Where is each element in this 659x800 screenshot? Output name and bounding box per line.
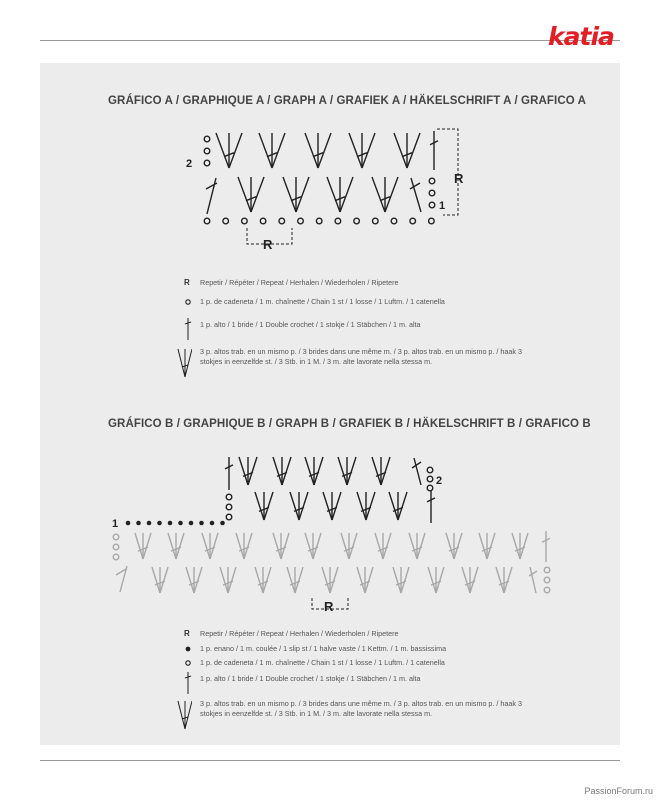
double-crochet-icon [542, 531, 550, 562]
cluster-icon [446, 533, 462, 559]
cluster-icon [273, 533, 289, 559]
chain-icon [373, 218, 379, 224]
cluster-icon [238, 177, 264, 212]
cluster-icon [357, 492, 375, 520]
legend-text: 3 p. altos trab. en un mismo p. / 3 brides dans une même m. / 3 p. altos trab. en un mismo p. / haak 3 [200, 699, 523, 708]
cluster-icon [428, 567, 444, 593]
double-crochet-icon [410, 178, 421, 212]
slip-stitch-icon [147, 521, 152, 526]
cluster-icon [283, 177, 309, 212]
legend-text: 1 p. enano / 1 m. coulée / 1 slip st / 1 halve vaste / 1 Kettm. / 1 m. bassissima [200, 644, 447, 653]
cluster-icon [184, 699, 200, 729]
cluster-icon [479, 533, 495, 559]
cluster-icon [184, 347, 200, 377]
legend-text: 3 p. altos trab. en un mismo p. / 3 brides dans une même m. / 3 p. altos trab. en un mismo p. / haak 3 [200, 347, 523, 356]
double-crochet-icon [116, 566, 127, 592]
chain-icon [335, 218, 341, 224]
cluster-icon [389, 492, 407, 520]
legend-text: Repetir / Répéter / Repeat / Herhalen / Wiederholen / Ripetere [200, 278, 399, 287]
cluster-icon [349, 133, 375, 168]
cluster-icon [216, 133, 242, 168]
slip-stitch-icon [199, 521, 204, 526]
graph-b-row1-label: 1 [112, 518, 119, 530]
cluster-icon [341, 533, 357, 559]
chain-icon [279, 218, 285, 224]
cluster-icon [236, 533, 252, 559]
cluster-icon [372, 177, 398, 212]
chain-icon [391, 218, 397, 224]
cluster-icon [135, 533, 151, 559]
chain-icon [226, 504, 232, 510]
chain-icon [184, 297, 200, 307]
graph-b-title: GRÁFICO B / GRAPHIQUE B / GRAPH B / GRAFIEK B / HÄKELSCHRIFT B / GRAFICO B [108, 418, 591, 430]
legend-text: stokjes in eenzelfde st. / 3 Stb. in 1 M. / 3 m. alte lavorate nella stessa m. [200, 709, 433, 718]
graph-a-row1-label: 1 [439, 200, 446, 212]
double-crochet-icon [184, 320, 200, 340]
legend-text: 1 p. alto / 1 bride / 1 Double crochet / 1 stokje / 1 Stäbchen / 1 m. alta [200, 674, 421, 683]
graph-b-diagram [113, 457, 550, 609]
chain-icon [429, 178, 435, 184]
repeat-symbol: R [184, 629, 190, 638]
legend-b-slip-stitch [184, 644, 564, 654]
chain-icon [260, 218, 266, 224]
cluster-icon [305, 457, 323, 485]
cluster-icon [287, 567, 303, 593]
chain-icon [429, 202, 435, 208]
chain-icon [242, 218, 248, 224]
cluster-icon [220, 567, 236, 593]
double-crochet-icon [184, 674, 200, 694]
chain-icon [427, 476, 433, 482]
double-crochet-icon [225, 457, 233, 490]
chain-icon [113, 544, 119, 550]
watermark: PassionForum.ru [584, 786, 653, 796]
cluster-icon [372, 457, 390, 485]
graph-a-bottom-repeat-label: R [263, 237, 273, 252]
double-crochet-icon [412, 458, 421, 485]
repeat-symbol: R [184, 278, 190, 287]
slip-stitch-icon [178, 521, 183, 526]
legend-text: 1 p. de cadeneta / 1 m. chaînette / Chain 1 st / 1 losse / 1 Luftm. / 1 catenella [200, 658, 445, 667]
cluster-icon [305, 133, 331, 168]
chain-icon [354, 218, 360, 224]
legend-a-double-crochet [184, 320, 564, 340]
legend-text: 1 p. de cadeneta / 1 m. chaînette / Chain 1 st / 1 losse / 1 Luftm. / 1 catenella [200, 297, 445, 306]
cluster-icon [152, 567, 168, 593]
chain-icon [298, 218, 304, 224]
slip-stitch-icon [168, 521, 173, 526]
cluster-icon [186, 567, 202, 593]
legend-a-repeat [184, 278, 564, 288]
cluster-icon [322, 567, 338, 593]
chain-icon [544, 577, 550, 583]
double-crochet-icon [529, 567, 537, 593]
graph-a-title: GRÁFICO A / GRAPHIQUE A / GRAPH A / GRAFIEK A / HÄKELSCHRIFT A / GRAFICO A [108, 95, 587, 107]
legend-a-chain [184, 297, 564, 307]
cluster-icon [394, 133, 420, 168]
slip-stitch-icon [157, 521, 162, 526]
cluster-icon [255, 492, 273, 520]
chain-icon [316, 218, 322, 224]
cluster-icon [338, 457, 356, 485]
chain-icon [113, 554, 119, 560]
double-crochet-icon [206, 178, 217, 214]
chain-icon [544, 587, 550, 593]
legend-text: stokjes in eenzelfde st. / 3 Stb. in 1 M. / 3 m. alte lavorate nella stessa m. [200, 357, 433, 366]
legend-text: Repetir / Répéter / Repeat / Herhalen / Wiederholen / Ripetere [200, 629, 399, 638]
legend-b-double-crochet [184, 674, 564, 694]
cluster-icon [323, 492, 341, 520]
cluster-icon [168, 533, 184, 559]
chain-icon [204, 218, 210, 224]
legend-b-repeat [184, 629, 564, 639]
cluster-icon [273, 457, 291, 485]
cluster-icon [462, 567, 478, 593]
legend-b-cluster [184, 699, 564, 729]
bottom-rule [40, 760, 620, 761]
cluster-icon [393, 567, 409, 593]
double-crochet-icon [427, 490, 435, 523]
chain-icon [226, 494, 232, 500]
slip-stitch-icon [210, 521, 215, 526]
chain-icon [204, 148, 210, 154]
slip-stitch-icon [184, 644, 200, 654]
chain-icon [226, 514, 232, 520]
slip-stitch-icon [136, 521, 141, 526]
graph-b-row2-label: 2 [436, 475, 443, 487]
chain-icon [204, 160, 210, 166]
chain-icon [544, 567, 550, 573]
cluster-icon [375, 533, 391, 559]
double-crochet-icon [430, 131, 438, 170]
cluster-icon [259, 133, 285, 168]
chain-icon [223, 218, 229, 224]
cluster-icon [255, 567, 271, 593]
graph-a-row2-label: 2 [186, 158, 193, 170]
chain-icon [184, 658, 200, 668]
legend-a-cluster [184, 347, 564, 377]
chain-icon [410, 218, 416, 224]
chain-icon [204, 136, 210, 142]
chain-icon [427, 467, 433, 473]
cluster-icon [305, 533, 321, 559]
chain-icon [113, 534, 119, 540]
cluster-icon [239, 457, 257, 485]
cluster-icon [202, 533, 218, 559]
graph-b-repeat-label: R [324, 599, 334, 614]
cluster-icon [357, 567, 373, 593]
graph-a-side-repeat-label: R [454, 171, 464, 186]
slip-stitch-icon [126, 521, 131, 526]
legend-b-chain [184, 658, 564, 668]
graph-a-diagram [204, 129, 458, 244]
cluster-icon [327, 177, 353, 212]
slip-stitch-icon [189, 521, 194, 526]
chain-icon [429, 218, 435, 224]
cluster-icon [512, 533, 528, 559]
slip-stitch-icon [220, 521, 225, 526]
cluster-icon [290, 492, 308, 520]
legend-text: 1 p. alto / 1 bride / 1 Double crochet / 1 stokje / 1 Stäbchen / 1 m. alta [200, 320, 421, 329]
chain-icon [429, 190, 435, 196]
katia-logo: katia [548, 22, 614, 51]
cluster-icon [409, 533, 425, 559]
cluster-icon [496, 567, 512, 593]
chain-icon [427, 485, 433, 491]
